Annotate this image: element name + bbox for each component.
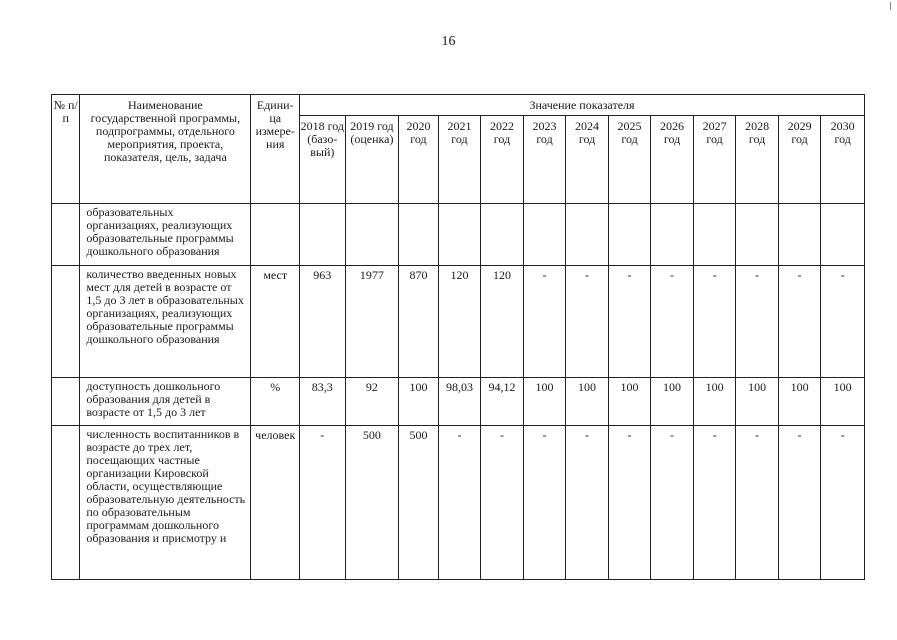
indicator-name: количество введенных новых мест для детей в возрасте от 1,5 до 3 лет в образовательных организациях, реализующих образовательные программы дошкольного образования	[80, 266, 251, 378]
unit-cell: человек	[251, 426, 300, 580]
value-cell	[523, 204, 566, 266]
value-cell: -	[438, 426, 481, 580]
year-header: 2026 год	[651, 116, 694, 204]
row-number-cell	[52, 426, 80, 580]
value-cell: 963	[300, 266, 346, 378]
year-header: 2027 год	[693, 116, 736, 204]
value-cell: -	[736, 266, 779, 378]
value-cell: 100	[651, 378, 694, 426]
year-header: 2030 год	[821, 116, 865, 204]
value-cell: 100	[821, 378, 865, 426]
value-cell	[608, 204, 651, 266]
value-cell: -	[693, 266, 736, 378]
value-cell	[438, 204, 481, 266]
table-row	[52, 204, 865, 266]
year-header: 2022 год	[481, 116, 524, 204]
header-name: Наименование государственной программы, подпрограммы, отдельного мероприятия, проекта, показателя, цель, задача	[80, 95, 251, 204]
value-cell: 98,03	[438, 378, 481, 426]
value-cell: -	[821, 426, 865, 580]
value-cell: 92	[345, 378, 399, 426]
value-cell: -	[481, 426, 524, 580]
row-number-cell	[52, 266, 80, 378]
value-cell: 500	[345, 426, 399, 580]
value-cell	[300, 204, 346, 266]
header-value: Значение показателя	[300, 95, 865, 116]
value-cell: 1977	[345, 266, 399, 378]
indicator-name: образовательных организациях, реализующих образовательные программы дошкольного образования	[80, 204, 251, 266]
unit-cell	[251, 204, 300, 266]
year-header: 2028 год	[736, 116, 779, 204]
value-cell	[345, 204, 399, 266]
value-cell	[736, 204, 779, 266]
table-row	[52, 266, 865, 378]
unit-cell: мест	[251, 266, 300, 378]
year-header: 2018 год (базо-вый)	[300, 116, 346, 204]
row-number-cell	[52, 378, 80, 426]
table-row	[52, 426, 865, 580]
value-cell	[693, 204, 736, 266]
row-number-cell	[52, 204, 80, 266]
value-cell: 100	[736, 378, 779, 426]
value-cell: 100	[608, 378, 651, 426]
value-cell: -	[608, 426, 651, 580]
value-cell: 100	[778, 378, 821, 426]
value-cell: -	[523, 266, 566, 378]
corner-scan-mark	[890, 2, 891, 10]
value-cell: -	[566, 426, 609, 580]
value-cell: 83,3	[300, 378, 346, 426]
value-cell	[566, 204, 609, 266]
header-number: № п/п	[52, 95, 80, 204]
value-cell: -	[736, 426, 779, 580]
value-cell: 120	[438, 266, 481, 378]
indicator-name: численность воспитанников в возрасте до трех лет, посещающих частные организации Кировской области, осуществляющие образовательную деятельность по образовательным программам дошкольного образования и присмотру и	[80, 426, 251, 580]
table-header-row	[52, 95, 865, 116]
value-cell: -	[693, 426, 736, 580]
value-cell: -	[651, 426, 694, 580]
year-header: 2021 год	[438, 116, 481, 204]
value-cell: -	[566, 266, 609, 378]
value-cell: -	[300, 426, 346, 580]
year-header: 2023 год	[523, 116, 566, 204]
indicator-name: доступность дошкольного образования для детей в возрасте от 1,5 до 3 лет	[80, 378, 251, 426]
value-cell	[821, 204, 865, 266]
table-row	[52, 378, 865, 426]
value-cell: -	[523, 426, 566, 580]
value-cell: 870	[399, 266, 438, 378]
year-header: 2019 год (оценка)	[345, 116, 399, 204]
value-cell: 94,12	[481, 378, 524, 426]
year-header: 2020 год	[399, 116, 438, 204]
value-cell: -	[778, 426, 821, 580]
value-cell: 100	[693, 378, 736, 426]
value-cell	[399, 204, 438, 266]
header-unit: Едини-ца измере-ния	[251, 95, 300, 204]
value-cell: 500	[399, 426, 438, 580]
value-cell: -	[778, 266, 821, 378]
value-cell	[651, 204, 694, 266]
year-header: 2025 год	[608, 116, 651, 204]
indicator-table	[51, 94, 865, 580]
page-number: 16	[441, 34, 456, 49]
value-cell: 120	[481, 266, 524, 378]
value-cell: 100	[523, 378, 566, 426]
value-cell: 100	[399, 378, 438, 426]
year-header: 2029 год	[778, 116, 821, 204]
value-cell: -	[821, 266, 865, 378]
value-cell: 100	[566, 378, 609, 426]
value-cell: -	[608, 266, 651, 378]
value-cell	[778, 204, 821, 266]
value-cell	[481, 204, 524, 266]
value-cell: -	[651, 266, 694, 378]
year-header: 2024 год	[566, 116, 609, 204]
unit-cell: %	[251, 378, 300, 426]
